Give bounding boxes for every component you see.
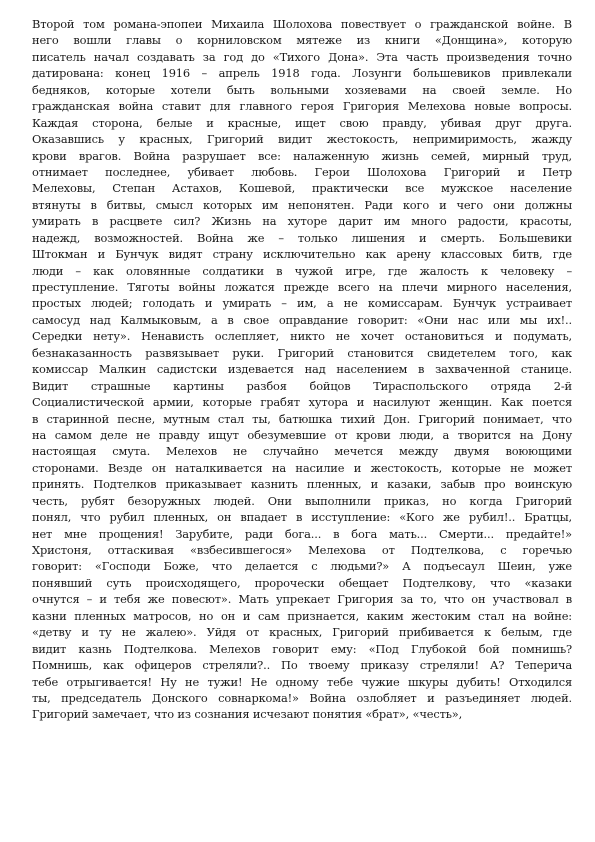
text-line: понял, что рубил пленных, он впадает в исступление: «Кого же рубил!.. Братцы, <box>32 510 572 525</box>
text-line: в старинной песне, мутным стал ты, батюшка тихий Дон. Григорий понимает, что <box>32 411 572 426</box>
text-line: очнутся – и тебя же повесют». Мать упрекает Григория за то, что он участвовал в <box>32 592 572 607</box>
text-line: тебе отрыгивается! Ну не тужи! Не одному тебе чужие шкуры дубить! Отходился <box>32 674 572 689</box>
text-line: надежд, возможностей. Война же – только лишения и смерть. Большевики <box>32 230 572 245</box>
text-line: Григорий замечает, что из сознания исчезают понятия «брат», «честь», <box>32 707 463 722</box>
text-line: Мелеховы, Степан Астахов, Кошевой, практически все мужское население <box>32 181 572 196</box>
text-line: Штокман и Бунчук видят страну исключительно как арену классовых битв, где <box>32 247 572 262</box>
text-line: Второй том романа-эпопеи Михаила Шолохова повествует о гражданской войне. В <box>32 17 572 31</box>
text-line: настоящая смута. Мелехов не случайно мечется между двумя воюющими <box>32 444 572 459</box>
text-line: Оказавшись у красных, Григорий видит жестокость, непримиримость, жажду <box>32 132 572 147</box>
text-line: говорит: «Господи Боже, что делается с людьми?» А подъесаул Шеин, уже <box>32 559 572 574</box>
text-line: «детву и ту не жалею». Уйдя от красных, Григорий прибивается к белым, где <box>32 625 572 640</box>
text-line: писатель начал создавать за год до «Тихого Дона». Эта часть произведения точно <box>32 49 572 64</box>
text-line: самосуд над Калмыковым, а в свое оправдание говорит: «Они нас или мы их!.. <box>32 312 572 327</box>
text-line: безнаказанность развязывает руки. Григорий становится свидетелем того, как <box>32 345 572 360</box>
text-line: видит казнь Подтелкова. Мелехов говорит ему: «Под Глубокой бой помнишь? <box>32 641 572 656</box>
text-line: казни пленных матросов, но он и сам признается, каким жестоким стал на войне: <box>32 608 572 623</box>
text-line: отнимает последнее, убивает любовь. Герои Шолохова Григорий и Петр <box>32 164 572 179</box>
text-line: Христоня, оттаскивая «взбесившегося» Мелехова от Подтелкова, с горечью <box>32 543 572 557</box>
text-line: преступление. Тяготы войны ложатся прежде всего на плечи мирного населения, <box>32 280 572 294</box>
text-line: умирать в расцвете сил? Жизнь на хуторе дарит им много радости, красоты, <box>32 214 572 229</box>
text-line: гражданская война ставит для главного героя Григория Мелехова новые вопросы. <box>32 99 572 114</box>
text-line: Помнишь, как офицеров стреляли?.. По твоему приказу стреляли! А? Теперича <box>32 658 572 673</box>
text-line: крови врагов. Война разрушает все: налаженную жизнь семей, мирный труд, <box>32 148 572 163</box>
text-line: Социалистической армии, которые грабят хутора и насилуют женщин. Как поется <box>32 395 572 410</box>
text-line: датирована: конец 1916 – апрель 1918 года. Лозунги большевиков привлекали <box>32 66 572 81</box>
text-line: него вошли главы о корниловском мятеже из книги «Донщина», которую <box>32 33 572 48</box>
text-line: простых людей; голодать и умирать – им, а не комиссарам. Бунчук устраивает <box>32 296 572 311</box>
text-line: понявший суть происходящего, пророчески обещает Подтелкову, что «казаки <box>32 575 572 590</box>
text-line: люди – как оловянные солдатики в чужой игре, где жалость к человеку – <box>32 263 572 278</box>
text-line: Середки нету». Ненависть ослепляет, никто не хочет остановиться и подумать, <box>32 329 572 344</box>
text-line: Каждая сторона, белые и красные, ищет свою правду, убивая друг друга. <box>32 115 572 130</box>
text-line: бедняков, которые хотели быть вольными хозяевами на своей земле. Но <box>32 82 572 97</box>
text-line: сторонами. Везде он наталкивается на насилие и жестокость, которые не может <box>32 460 572 475</box>
body-paragraph <box>32 16 572 723</box>
text-line: нет мне прощения! Зарубите, ради бога... в бога мать... Смерти... предайте!» <box>32 526 572 541</box>
text-line: ты, председатель Донского совнаркома!» Война озлобляет и разъединяет людей. <box>32 690 572 705</box>
text-line: честь, рубят безоружных людей. Они выполнили приказ, но когда Григорий <box>32 493 572 508</box>
text-line: комиссар Малкин садистски издевается над населением в захваченной станице. <box>32 362 572 377</box>
text-line: принять. Подтелков приказывает казнить пленных, и казаки, забыв про воинскую <box>32 477 572 492</box>
text-line: втянуты в битвы, смысл которых им непонятен. Ради кого и чего они должны <box>32 197 572 212</box>
text-line: Видит страшные картины разбоя бойцов Тираспольского отряда 2-й <box>32 378 572 393</box>
text-line: на самом деле не правду ищут обезумевшие от крови люди, а творится на Дону <box>32 427 572 442</box>
